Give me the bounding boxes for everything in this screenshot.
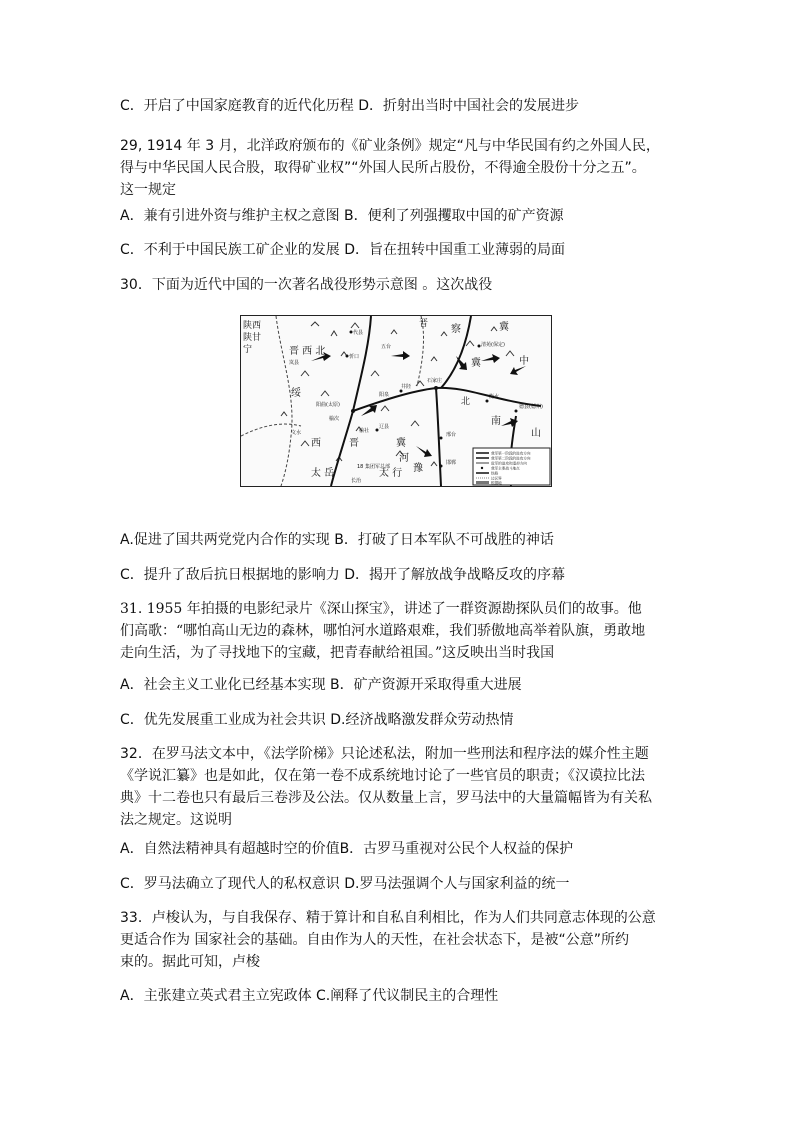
region-zhong: 中 [519, 356, 529, 367]
q32-options-cd: C．罗马法确立了现代人的私权意识 D.罗马法强调个人与国家利益的统一 [120, 876, 570, 892]
legend-item: 我军第一阶段的进攻方向 [491, 451, 531, 456]
city-baoding: 清苑(保定) [481, 342, 505, 348]
region-shaangan: 陕甘 [243, 333, 262, 343]
region-he: 河 [399, 453, 409, 464]
region-yu: 豫 [413, 463, 423, 474]
region-ji-mid: 冀 [471, 358, 481, 369]
q29-options-ab: A．兼有引进外资与维护主权之意图 B．便利了列强攫取中国的矿产资源 [120, 208, 564, 224]
q33-stem-line-3: 束的。据此可知，卢梭 [120, 954, 260, 970]
city-daixian: 代县 [353, 330, 364, 336]
legend-item: 我军第二阶段的进攻方向 [491, 456, 531, 461]
region-taiyue: 太 岳 [311, 468, 335, 479]
city-taiyuan: 阳曲(太原) [316, 402, 340, 408]
city-xinkou: 忻口 [349, 354, 360, 360]
q32-options-ab: A．自然法精神具有超越时空的价值B．古罗马重视对公民个人权益的保护 [120, 841, 574, 857]
region-ji-top: 冀 [499, 322, 509, 333]
q32-stem-line-4: 法之规定。这说明 [120, 812, 232, 828]
city-yushe: 榆社 [359, 428, 370, 434]
q32-stem-line-3: 典》十二卷也只有最后三卷涉及公法。仅从数量上言，罗马法中的大量篇幅皆为有关私 [120, 790, 652, 806]
city-hq: 18 集团军总部 [357, 464, 390, 470]
city-yangquan: 阳泉 [379, 392, 390, 398]
region-taihang: 太 行 [379, 468, 403, 479]
q29-stem-line-1: 29, 1914 年 3 月，北洋政府颁布的《矿业条例》规定“凡与中华民国有约之外国人民， [120, 138, 660, 154]
q33-stem-line-2: 更适合作为 国家社会的基础。自由作为人的天性，在社会状态下，是被“公意”所约 [120, 932, 629, 948]
battle-situation-map [240, 315, 552, 487]
q31-stem-line-3: 走向生活，为了寻找地下的宝藏，把青春献给祖国。”这反映出当时我国 [120, 645, 555, 661]
q30-stem: 30．下面为近代中国的一次著名战役形势示意图 。这次战役 [120, 277, 493, 293]
q32-stem-line-1: 32．在罗马法文本中，《法学阶梯》只论述私法，附加一些刑法和程序法的媒介性主题 [120, 746, 649, 762]
region-cha: 察 [451, 324, 461, 335]
q31-options-cd: C．优先发展重工业成为社会共识 D.经济战略激发群众劳动热情 [120, 712, 514, 728]
q29-options-cd: C．不利于中国民族工矿企业的发展 D．旨在扭转中国重工业薄弱的局面 [120, 242, 566, 258]
q33-stem-line-1: 33．卢梭认为，与自我保存、精于算计和自私自利相比，作为人们共同意志体现的公意 [120, 910, 656, 926]
region-xi: 西 [311, 438, 321, 449]
city-xingtai: 邢台 [446, 432, 457, 438]
city-jingxing: 井陉 [401, 384, 412, 390]
q31-stem-line-1: 31. 1955 年拍摄的电影纪录片《深山探宝》，讲述了一群资源勘探队员们的故事。他 [120, 601, 642, 617]
city-yuci: 榆次 [329, 416, 340, 422]
q28-options-cd: C．开启了中国家庭教育的近代化历程 D．折射出当时中国社会的发展进步 [120, 98, 580, 114]
city-wenshui: 文水 [291, 430, 302, 436]
q31-stem-line-2: 们高歌：“哪怕高山无边的森林，哪怕河水道路艰难，我们骄傲地高举着队旗，勇敢地 [120, 623, 646, 639]
city-handan: 邯郸 [446, 460, 457, 466]
city-wutai: 五台 [381, 344, 392, 350]
city-shijiazhuang: 石家庄 [427, 378, 443, 384]
q32-stem-line-2: 《学说汇纂》也是如此，仅在第一卷不成系统地讨论了一些官员的职责；《汉谟拉比法 [120, 768, 645, 784]
city-changzhi: 长治 [351, 478, 362, 484]
city-hengshui: 衡水 [489, 394, 500, 400]
q29-stem-line-2: 得与中华民国人民合股，取得矿业权”“外国人民所占股份，不得逾全股份十分之五”。 [120, 160, 646, 176]
region-ji: 冀 [396, 438, 406, 449]
region-sui: 绥 [291, 388, 301, 399]
region-jin-top: 晋 [419, 319, 429, 329]
region-bei: 北 [461, 397, 471, 407]
legend-item: 敌军的进攻和退却方向 [491, 461, 527, 466]
region-nan: 南 [491, 416, 501, 427]
q29-stem-line-3: 这一规定 [120, 182, 176, 198]
battle-map-svg [241, 316, 551, 486]
q30-options-cd: C．提升了敌后抗日根据地的影响力 D．揭开了解放战争战略反攻的序幕 [120, 567, 566, 583]
border-lines [241, 316, 424, 486]
legend-item: 铁路 [491, 471, 499, 476]
q33-options-ac: A．主张建立英式君主立宪政体 C.阐释了代议制民主的合理性 [120, 988, 499, 1004]
region-jin: 晋 [349, 438, 359, 449]
city-dezhou: 德县(德州) [519, 404, 543, 410]
q30-options-ab: A.促进了国共两党党内合作的实现 B．打破了日本军队不可战胜的神话 [120, 532, 554, 548]
region-ning: 宁 [243, 345, 253, 355]
legend-item: 根据地 [491, 481, 502, 485]
region-shaanxi: 陕西 [243, 321, 262, 331]
q31-options-ab: A．社会主义工业化已经基本实现 B．矿产资源开采取得重大进展 [120, 677, 522, 693]
legend-item: 边区界 [491, 476, 502, 481]
legend-item: 我军主要战斗地点 [491, 466, 520, 471]
city-lanxian: 岚县 [289, 360, 300, 366]
region-shan: 山 [531, 428, 541, 439]
city-liaoxian: 辽县 [379, 424, 390, 430]
region-jinxibei: 晋 西 北 [289, 346, 326, 357]
